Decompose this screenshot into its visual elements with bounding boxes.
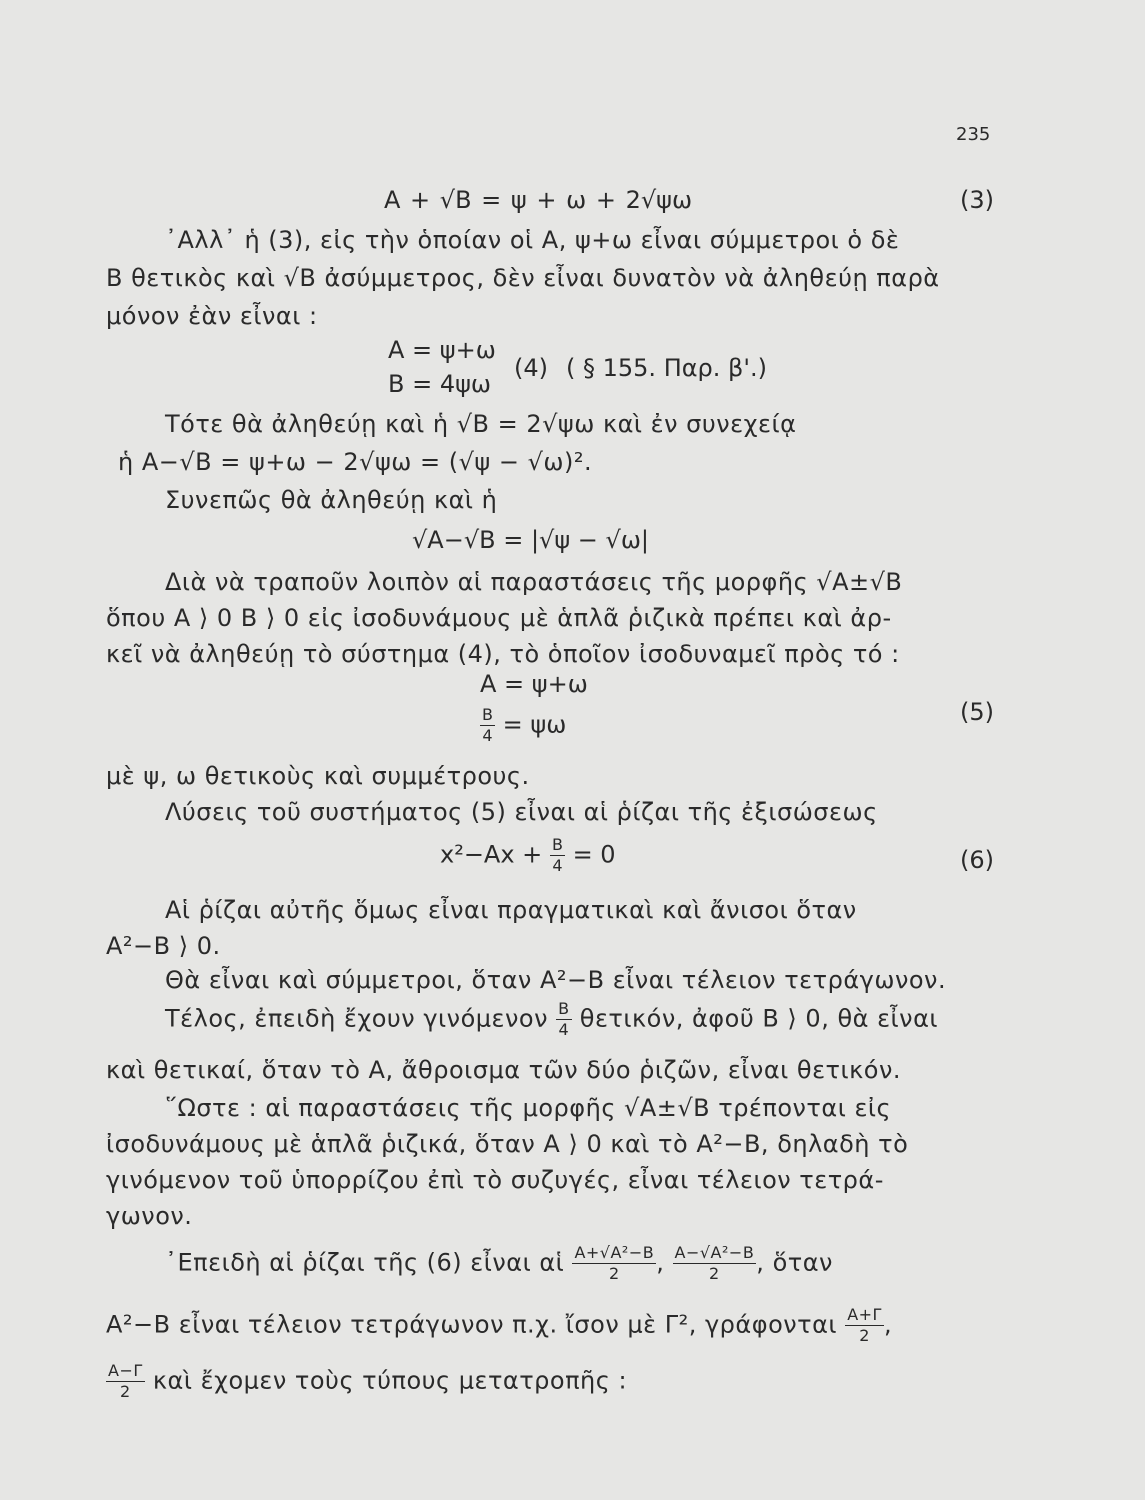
equation-6-number: (6): [960, 846, 994, 874]
fraction: $\frac{B}{4}$: [482, 705, 493, 745]
paragraph-line: Αἱ ῥίζαι αὐτῆς ὅμως εἶναι πραγματικαὶ καὶ ἄνισοι ὅταν: [165, 896, 857, 924]
equation-5-line1: Α = ψ+ω: [480, 670, 588, 698]
paragraph-line: Α²−Β ⟩ 0.: [106, 932, 221, 960]
paragraph-line: μὲ ψ, ω θετικοὺς καὶ συμμέτρους.: [106, 762, 530, 790]
paragraph-line: Τότε θὰ ἀληθεύῃ καὶ ἡ √Β = 2√ψω καὶ ἐν συνεχείᾳ: [165, 410, 797, 438]
paragraph-line: ᾿Αλλ᾿ ἡ (3), εἰς τὴν ὁποίαν οἱ Α, ψ+ω εἶναι σύμμετροι ὁ δὲ: [165, 226, 900, 254]
paragraph-line: ὅπου Α ⟩ 0 Β ⟩ 0 εἰς ἰσοδυνάμους μὲ ἁπλᾶ ῥιζικὰ πρέπει καὶ ἀρ-: [106, 604, 892, 632]
equation-3: A + √B = ψ + ω + 2√ψω: [384, 186, 693, 214]
fraction: $\frac{B}{4}$: [551, 835, 563, 875]
equation-4-line1: Α = ψ+ω: [388, 336, 496, 364]
fraction: $\frac{\text{Α−√Α²−Β}}{2}$: [674, 1243, 755, 1283]
fraction: $\frac{B}{4}$: [558, 999, 570, 1039]
paragraph-line: μόνον ἐὰν εἶναι :: [106, 302, 318, 330]
paragraph-line: γινόμενον τοῦ ὑπορρίζου ἐπὶ τὸ συζυγές, εἶναι τέλειον τετρά-: [106, 1166, 884, 1194]
paragraph-line: Θὰ εἶναι καὶ σύμμετροι, ὅταν Α²−Β εἶναι τέλειον τετράγωνον.: [165, 966, 947, 994]
paragraph-line: ἰσοδυνάμους μὲ ἁπλᾶ ῥιζικά, ὅταν Α ⟩ 0 καὶ τὸ Α²−Β, δηλαδὴ τὸ: [106, 1130, 909, 1158]
equation-4-line2: Β = 4ψω: [388, 370, 492, 398]
paragraph-line: $\frac{A-\Gamma}{2}$ καὶ ἔχομεν τοὺς τύπους μετατροπῆς :: [108, 1361, 628, 1401]
paragraph-line: ἡ Α−√Β = ψ+ω − 2√ψω = (√ψ − √ω)².: [118, 448, 593, 476]
equation-5-number: (5): [960, 698, 994, 726]
equation-5-line2: $\frac{B}{4}$ = ψω: [482, 705, 567, 745]
paragraph-line: ῞Ωστε : αἱ παραστάσεις τῆς μορφῆς √Α±√Β τρέπονται εἰς: [165, 1094, 892, 1122]
paragraph-line: Λύσεις τοῦ συστήματος (5) εἶναι αἱ ῥίζαι τῆς ἐξισώσεως: [165, 798, 878, 826]
equation-4-reference: ( § 155. Παρ. β'.): [566, 354, 767, 382]
equation-absolute: √Α−√Β = |√ψ − √ω|: [412, 526, 649, 554]
paragraph-line: Τέλος, ἐπειδὴ ἔχουν γινόμενον $\frac{B}{4}$ θετικόν, ἀφοῦ Β ⟩ 0, θὰ εἶναι: [165, 999, 939, 1039]
paragraph-line: καὶ θετικαί, ὅταν τὸ Α, ἄθροισμα τῶν δύο ῥιζῶν, εἶναι θετικόν.: [106, 1056, 901, 1084]
paragraph-line: Α²−Β εἶναι τέλειον τετράγωνον π.χ. ἴσον μὲ Γ², γράφονται $\frac{A+\Gamma}{2}$ ,: [106, 1305, 893, 1345]
equation-4-number: (4): [514, 354, 548, 382]
paragraph-line: γωνον.: [106, 1202, 193, 1230]
fraction: $\frac{A-\Gamma}{2}$: [108, 1361, 143, 1401]
page-number: 235: [956, 124, 991, 145]
paragraph-line: Διὰ νὰ τραποῦν λοιπὸν αἱ παραστάσεις τῆς μορφῆς √Α±√Β: [165, 568, 903, 596]
fraction: $\frac{\text{Α+√Α²−Β}}{2}$: [574, 1243, 655, 1283]
equation-6: x²−Ax + $\frac{B}{4}$ = 0: [440, 835, 616, 875]
paragraph-line: κεῖ νὰ ἀληθεύῃ τὸ σύστημα (4), τὸ ὁποῖον ἰσοδυναμεῖ πρὸς τό :: [106, 640, 900, 668]
equation-3-number: (3): [960, 186, 994, 214]
paragraph-line: Συνεπῶς θὰ ἀληθεύῃ καὶ ἡ: [165, 486, 498, 514]
paragraph-line: Β θετικὸς καὶ √Β ἀσύμμετρος, δὲν εἶναι δυνατὸν νὰ ἀληθεύῃ παρὰ: [106, 264, 940, 292]
paragraph-line: ᾿Επειδὴ αἱ ῥίζαι τῆς (6) εἶναι αἱ $\frac{\text{Α+√Α²−Β}}{2}$ , $\frac{\text{Α−√Α²−Β}}{2}$ , ὅταν: [165, 1243, 833, 1283]
fraction: $\frac{A+\Gamma}{2}$: [847, 1305, 882, 1345]
